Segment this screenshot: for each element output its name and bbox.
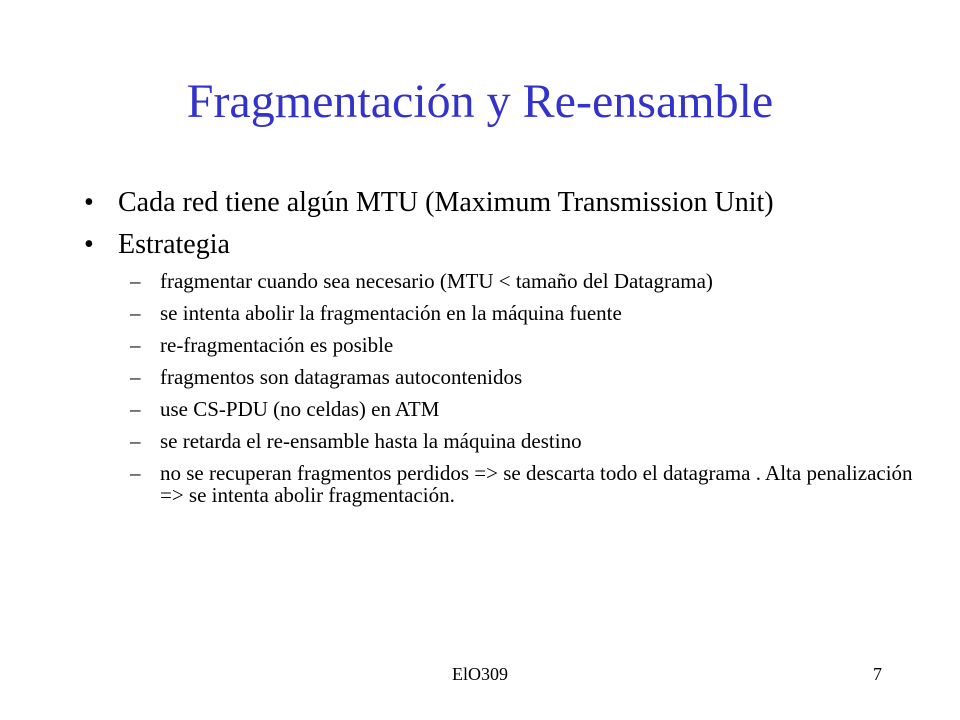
dash-marker: – [130,365,141,389]
bullet-item [84,186,914,220]
dash-marker: – [130,333,141,357]
bullet-marker: • [84,187,94,218]
slide-title: Fragmentación y Re-ensamble [186,75,774,128]
sub-item-text: re-fragmentación es posible [160,333,394,357]
sub-item-text: se retarda el re-ensamble hasta la máquina destino [160,429,582,453]
dash-marker: – [130,301,141,325]
sub-item-text: use CS-PDU (no celdas) en ATM [160,397,440,421]
dash-marker: – [130,461,141,485]
bullet-item [84,228,914,262]
sub-item-text: se intenta abolir la fragmentación en la máquina fuente [160,301,622,325]
dash-marker: – [130,269,141,293]
footer-course: ElO309 [452,664,508,684]
sub-list [84,270,914,506]
bullet-text: Estrategia [118,229,230,260]
dash-marker: – [130,429,141,453]
sub-list-item [84,334,914,356]
sub-list-item [84,302,914,324]
sub-item-text: fragmentar cuando sea necesario (MTU < tamaño del Datagrama) [160,269,713,293]
bullet-marker: • [84,229,94,260]
sub-item-text: fragmentos son datagramas autocontenidos [160,365,523,389]
slide-content [84,186,914,516]
sub-list-item [84,462,914,506]
sub-list-item [84,270,914,292]
sub-list-item [84,430,914,452]
dash-marker: – [130,397,141,421]
page-number: 7 [873,664,882,684]
sub-item-text: no se recuperan fragmentos perdidos => se descarta todo el datagrama . Alta penalización => se intenta abolir fragmentación. [160,461,913,507]
bullet-text: Cada red tiene algún MTU (Maximum Transmission Unit) [118,187,774,218]
sub-list-item [84,366,914,388]
sub-list-item [84,398,914,420]
